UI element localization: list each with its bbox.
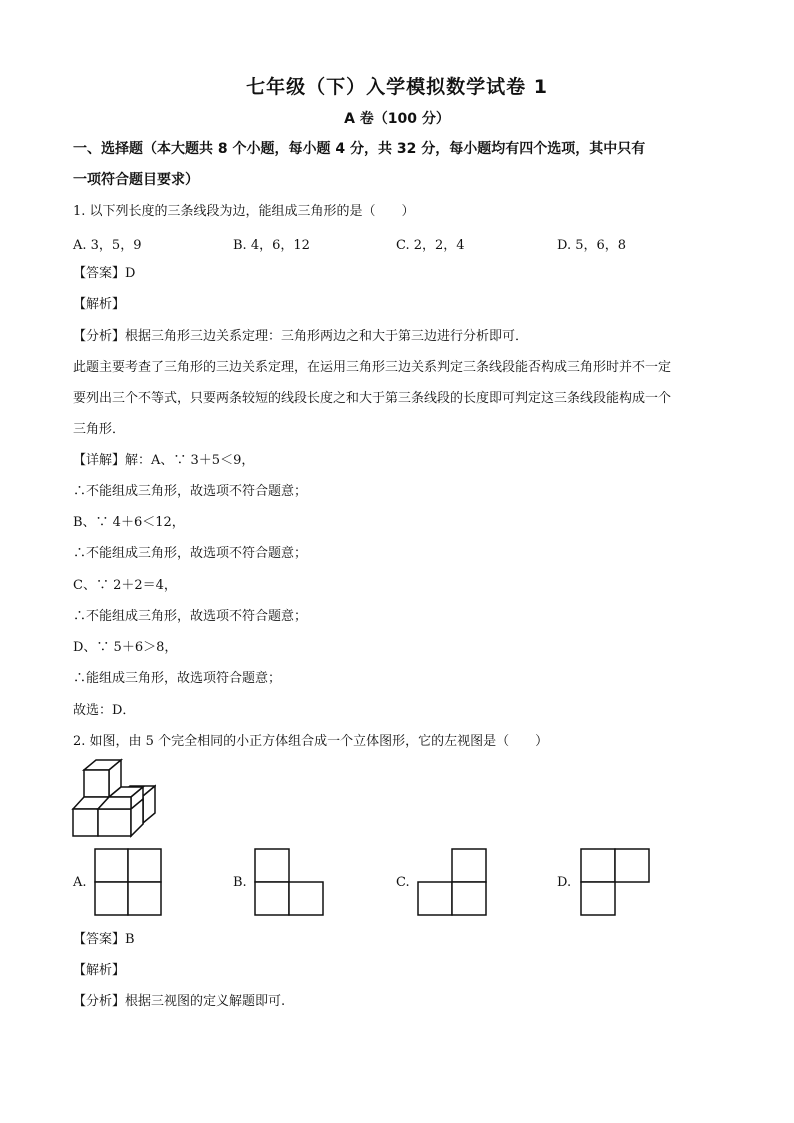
q2-choice-a-figure	[94, 848, 162, 916]
q2-choice-c-label: C.	[396, 875, 410, 890]
q2-fenxi: 【分析】根据三视图的定义解题即可.	[73, 994, 286, 1009]
q1-detail-line: ∴不能组成三角形，故选项不符合题意；	[73, 484, 308, 499]
q1-option-c: C. 2，2，4	[396, 238, 465, 253]
q2-choice-b-label: B.	[233, 875, 247, 890]
section-heading-cont: 一项符合题目要求）	[73, 172, 199, 188]
q1-option-d: D. 5，6，8	[557, 238, 627, 253]
q2-choice-c-figure	[417, 848, 487, 916]
q1-note-line: 此题主要考查了三角形的三边关系定理，在运用三角形三边关系判定三条线段能否构成三角形时并不一定	[73, 360, 672, 375]
q2-analysis-label: 【解析】	[73, 963, 126, 978]
cube-face	[73, 809, 98, 836]
q1-fenxi: 【分析】根据三角形三边关系定理：三角形两边之和大于第三边进行分析即可．	[73, 329, 529, 344]
q1-note-line: 要列出三个不等式，只要两条较短的线段长度之和大于第三条线段的长度即可判定这三条线段能构成一个	[73, 391, 672, 406]
section-heading: 一、选择题（本大题共 8 个小题，每小题 4 分，共 32 分，每小题均有四个选项，其中只有	[73, 141, 646, 157]
q1-detail-line: B、∵ 4＋6＜12，	[73, 515, 185, 530]
q1-analysis-label: 【解析】	[73, 297, 126, 312]
question-2-stem: 2. 如图，由 5 个完全相同的小正方体组合成一个立体图形，它的左视图是（ ）	[73, 734, 549, 749]
q1-detail-line: 故选：D．	[73, 703, 136, 718]
q2-choice-d-figure	[580, 848, 650, 916]
q1-answer: 【答案】D	[73, 266, 136, 281]
q2-choice-a-label: A.	[73, 875, 87, 890]
q1-option-a: A. 3，5，9	[73, 238, 142, 253]
cube-face	[84, 770, 109, 797]
q1-detail-line: D、∵ 5＋6＞8，	[73, 640, 178, 655]
q1-detail-line: ∴不能组成三角形，故选项不符合题意；	[73, 609, 308, 624]
q1-note-line: 三角形．	[73, 422, 126, 437]
question-1-stem: 1. 以下列长度的三条线段为边，能组成三角形的是（ ）	[73, 204, 415, 219]
q2-choice-d-label: D.	[557, 875, 572, 890]
q1-detail-line: 【详解】解：A、∵ 3＋5＜9，	[73, 453, 255, 468]
q1-detail-line: ∴能组成三角形，故选项符合题意；	[73, 671, 282, 686]
q1-option-b: B. 4，6，12	[233, 238, 310, 253]
q1-detail-line: ∴不能组成三角形，故选项不符合题意；	[73, 546, 308, 561]
cube-solid-figure	[70, 758, 156, 840]
page-title: 七年级（下）入学模拟数学试卷 1	[246, 76, 548, 98]
cube-face	[98, 809, 131, 836]
page-subtitle: A 卷（100 分）	[344, 111, 450, 127]
q2-choice-b-figure	[254, 848, 324, 916]
q1-detail-line: C、∵ 2＋2＝4，	[73, 578, 177, 593]
q2-answer: 【答案】B	[73, 932, 135, 947]
